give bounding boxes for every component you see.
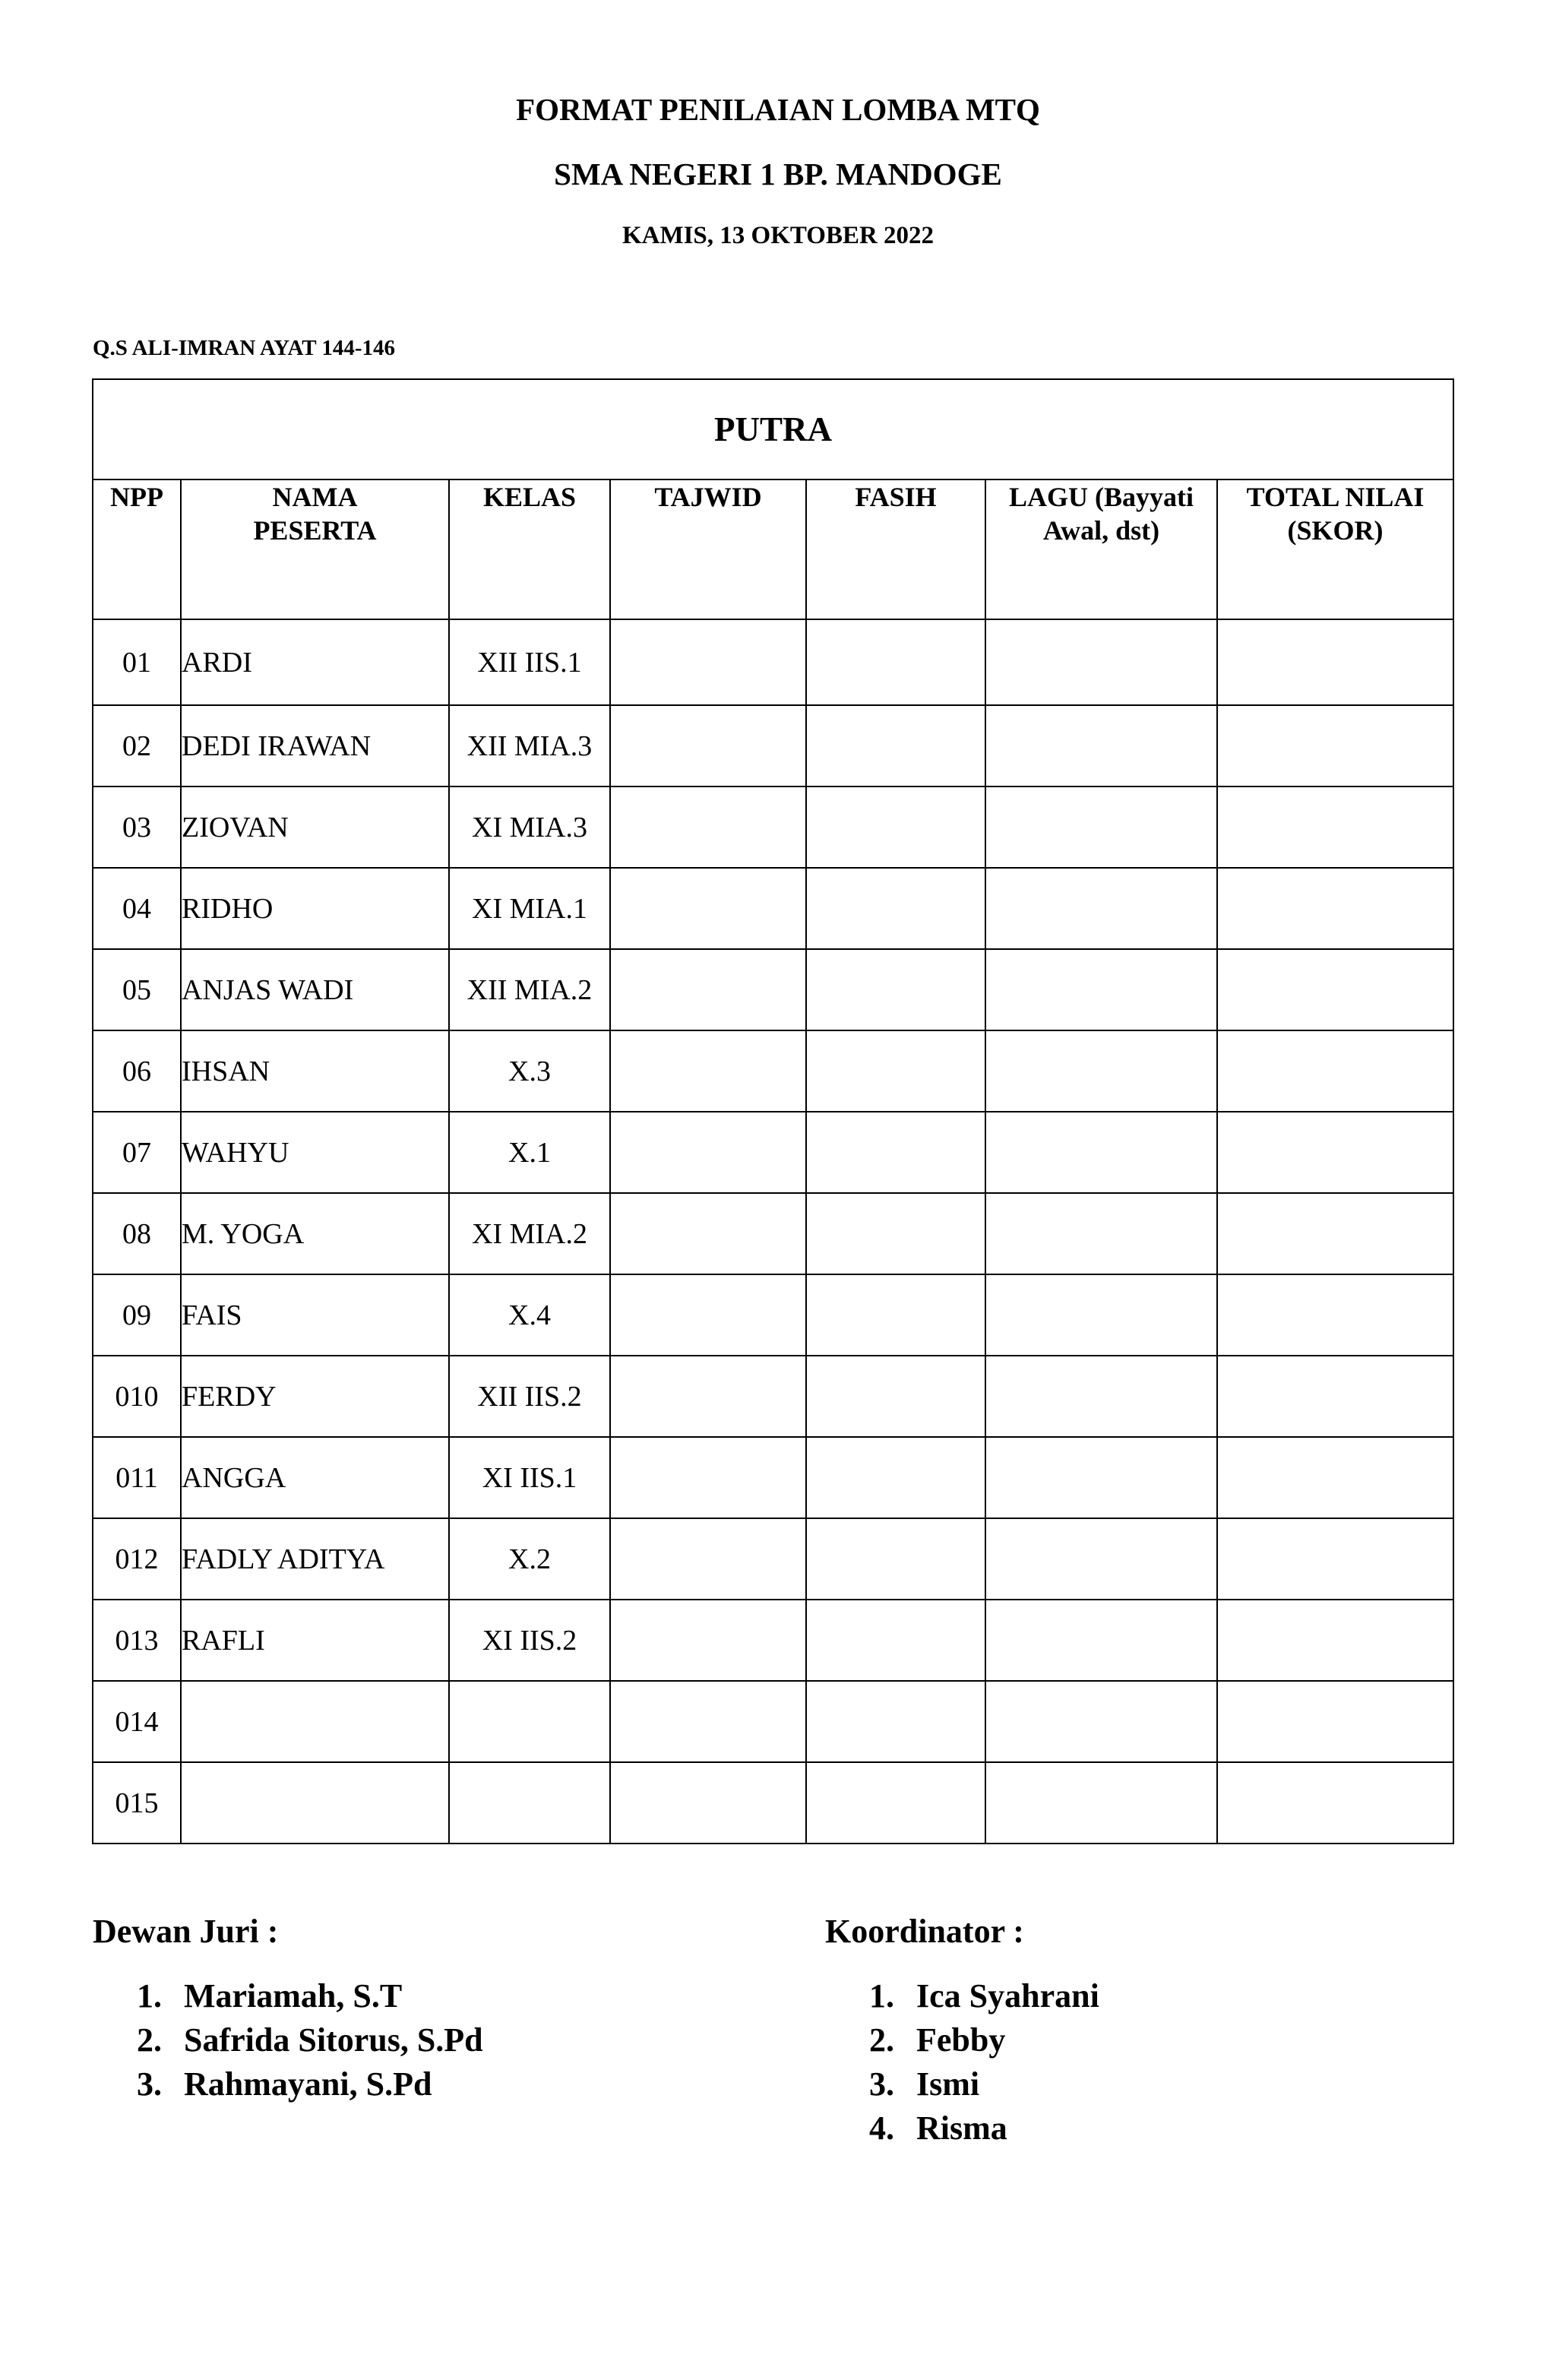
cell-tajwid <box>610 1762 806 1844</box>
document-title: FORMAT PENILAIAN LOMBA MTQ <box>516 92 1040 127</box>
cell-nama: ZIOVAN <box>181 786 449 868</box>
cell-npp: 012 <box>93 1518 181 1600</box>
cell-kelas <box>449 1681 610 1762</box>
cell-total <box>1217 1193 1453 1274</box>
cell-total <box>1217 949 1453 1030</box>
column-header-lagu-text: LAGU (Bayyati Awal, dst) <box>1009 482 1194 546</box>
cell-tajwid <box>610 1112 806 1193</box>
cell-kelas <box>449 1762 610 1844</box>
cell-tajwid <box>610 1356 806 1437</box>
cell-fasih <box>806 1681 985 1762</box>
cell-nama: ANJAS WADI <box>181 949 449 1030</box>
cell-lagu <box>985 949 1217 1030</box>
table-row <box>93 1518 1453 1600</box>
cell-tajwid <box>610 1437 806 1518</box>
cell-fasih <box>806 619 985 705</box>
cell-nama: IHSAN <box>181 1030 449 1112</box>
cell-kelas: XI MIA.1 <box>449 868 610 949</box>
member-name: Safrida Sitorus, S.Pd <box>184 2021 483 2059</box>
cell-nama: FAIS <box>181 1274 449 1356</box>
column-header-npp: NPP <box>93 479 181 619</box>
koordinator-member <box>869 2062 1099 2106</box>
cell-lagu <box>985 1356 1217 1437</box>
cell-total <box>1217 705 1453 786</box>
cell-npp: 02 <box>93 705 181 786</box>
surah-reference: Q.S ALI-IMRAN AYAT 144-146 <box>93 336 396 360</box>
koordinator-member <box>869 1974 1099 2018</box>
member-name: Rahmayani, S.Pd <box>184 2065 432 2103</box>
table-row <box>93 1762 1453 1844</box>
cell-tajwid <box>610 1518 806 1600</box>
table-row <box>93 705 1453 786</box>
cell-total <box>1217 1600 1453 1681</box>
member-name: Risma <box>916 2109 1007 2147</box>
cell-tajwid <box>610 949 806 1030</box>
cell-nama <box>181 1681 449 1762</box>
cell-kelas: XII IIS.1 <box>449 619 610 705</box>
cell-kelas: XI MIA.2 <box>449 1193 610 1274</box>
table-row <box>93 619 1453 705</box>
cell-tajwid <box>610 1600 806 1681</box>
school-name: SMA NEGERI 1 BP. MANDOGE <box>554 157 1002 191</box>
cell-npp: 05 <box>93 949 181 1030</box>
member-name: Mariamah, S.T <box>184 1977 403 2014</box>
column-header-nama <box>181 479 449 619</box>
member-name: Ica Syahrani <box>916 1977 1099 2014</box>
table-row <box>93 1356 1453 1437</box>
cell-fasih <box>806 1600 985 1681</box>
cell-total <box>1217 1030 1453 1112</box>
table-row <box>93 1193 1453 1274</box>
cell-lagu <box>985 619 1217 705</box>
cell-fasih <box>806 1274 985 1356</box>
cell-lagu <box>985 1600 1217 1681</box>
cell-nama <box>181 1762 449 1844</box>
cell-tajwid <box>610 1681 806 1762</box>
cell-nama: RAFLI <box>181 1600 449 1681</box>
cell-total <box>1217 619 1453 705</box>
member-number: 2. <box>869 2021 894 2059</box>
cell-nama: WAHYU <box>181 1112 449 1193</box>
member-number: 3. <box>869 2065 894 2103</box>
column-header-total-text: TOTAL NILAI (SKOR) <box>1246 482 1425 546</box>
cell-total <box>1217 1356 1453 1437</box>
table-row <box>93 1437 1453 1518</box>
member-number: 3. <box>137 2065 162 2103</box>
cell-fasih <box>806 1356 985 1437</box>
cell-kelas: X.1 <box>449 1112 610 1193</box>
cell-fasih <box>806 1193 985 1274</box>
cell-total <box>1217 1681 1453 1762</box>
table-row <box>93 1112 1453 1193</box>
koordinator-member <box>869 2106 1099 2151</box>
cell-kelas: X.3 <box>449 1030 610 1112</box>
cell-kelas: XII IIS.2 <box>449 1356 610 1437</box>
cell-total <box>1217 786 1453 868</box>
column-header-lagu <box>985 479 1217 619</box>
table-row <box>93 1681 1453 1762</box>
cell-total <box>1217 1437 1453 1518</box>
cell-kelas: XII MIA.3 <box>449 705 610 786</box>
juri-list <box>137 1974 483 2106</box>
cell-kelas: XII MIA.2 <box>449 949 610 1030</box>
cell-lagu <box>985 1518 1217 1600</box>
cell-tajwid <box>610 705 806 786</box>
column-header-tajwid: TAJWID <box>610 479 806 619</box>
cell-fasih <box>806 1518 985 1600</box>
column-header-fasih: FASIH <box>806 479 985 619</box>
member-name: Febby <box>916 2021 1006 2059</box>
cell-lagu <box>985 1193 1217 1274</box>
cell-total <box>1217 1274 1453 1356</box>
cell-lagu <box>985 1112 1217 1193</box>
cell-kelas: XI IIS.2 <box>449 1600 610 1681</box>
cell-total <box>1217 1762 1453 1844</box>
table-row <box>93 786 1453 868</box>
member-number: 1. <box>869 1977 894 2014</box>
score-table <box>92 378 1454 1844</box>
cell-npp: 09 <box>93 1274 181 1356</box>
cell-kelas: X.2 <box>449 1518 610 1600</box>
cell-npp: 013 <box>93 1600 181 1681</box>
cell-npp: 03 <box>93 786 181 868</box>
cell-npp: 011 <box>93 1437 181 1518</box>
cell-fasih <box>806 1030 985 1112</box>
cell-fasih <box>806 1437 985 1518</box>
cell-npp: 06 <box>93 1030 181 1112</box>
cell-npp: 08 <box>93 1193 181 1274</box>
cell-fasih <box>806 786 985 868</box>
cell-fasih <box>806 949 985 1030</box>
cell-total <box>1217 868 1453 949</box>
event-date: KAMIS, 13 OKTOBER 2022 <box>621 222 935 249</box>
cell-lagu <box>985 1437 1217 1518</box>
cell-nama: M. YOGA <box>181 1193 449 1274</box>
cell-npp: 01 <box>93 619 181 705</box>
cell-lagu <box>985 705 1217 786</box>
cell-lagu <box>985 1681 1217 1762</box>
table-row <box>93 949 1453 1030</box>
koordinator-list <box>869 1974 1099 2151</box>
cell-npp: 07 <box>93 1112 181 1193</box>
juri-heading: Dewan Juri : <box>93 1913 279 1950</box>
cell-nama: DEDI IRAWAN <box>181 705 449 786</box>
cell-lagu <box>985 868 1217 949</box>
cell-fasih <box>806 1762 985 1844</box>
cell-tajwid <box>610 1193 806 1274</box>
cell-tajwid <box>610 1274 806 1356</box>
cell-npp: 04 <box>93 868 181 949</box>
cell-fasih <box>806 1112 985 1193</box>
cell-nama: ANGGA <box>181 1437 449 1518</box>
member-number: 1. <box>137 1977 162 2014</box>
cell-nama: RIDHO <box>181 868 449 949</box>
cell-tajwid <box>610 868 806 949</box>
cell-lagu <box>985 1762 1217 1844</box>
column-header-nama-text: NAMA PESERTA <box>253 482 377 546</box>
column-header-total <box>1217 479 1453 619</box>
cell-kelas: XI IIS.1 <box>449 1437 610 1518</box>
cell-fasih <box>806 868 985 949</box>
cell-kelas: X.4 <box>449 1274 610 1356</box>
cell-tajwid <box>610 786 806 868</box>
member-number: 4. <box>869 2109 894 2147</box>
cell-total <box>1217 1112 1453 1193</box>
cell-nama: FERDY <box>181 1356 449 1437</box>
cell-npp: 010 <box>93 1356 181 1437</box>
column-header-kelas: KELAS <box>449 479 610 619</box>
cell-npp: 015 <box>93 1762 181 1844</box>
cell-npp: 014 <box>93 1681 181 1762</box>
cell-nama: FADLY ADITYA <box>181 1518 449 1600</box>
koordinator-member <box>869 2018 1099 2062</box>
koordinator-heading: Koordinator : <box>825 1913 1024 1950</box>
cell-lagu <box>985 1274 1217 1356</box>
cell-tajwid <box>610 1030 806 1112</box>
table-row <box>93 1274 1453 1356</box>
table-row <box>93 868 1453 949</box>
cell-lagu <box>985 786 1217 868</box>
juri-member <box>137 2018 483 2062</box>
cell-nama: ARDI <box>181 619 449 705</box>
cell-total <box>1217 1518 1453 1600</box>
member-number: 2. <box>137 2021 162 2059</box>
juri-member <box>137 1974 483 2018</box>
table-caption: PUTRA <box>93 379 1453 479</box>
cell-tajwid <box>610 619 806 705</box>
table-row <box>93 1600 1453 1681</box>
cell-fasih <box>806 705 985 786</box>
cell-kelas: XI MIA.3 <box>449 786 610 868</box>
cell-lagu <box>985 1030 1217 1112</box>
juri-member <box>137 2062 483 2106</box>
member-name: Ismi <box>916 2065 980 2103</box>
table-row <box>93 1030 1453 1112</box>
